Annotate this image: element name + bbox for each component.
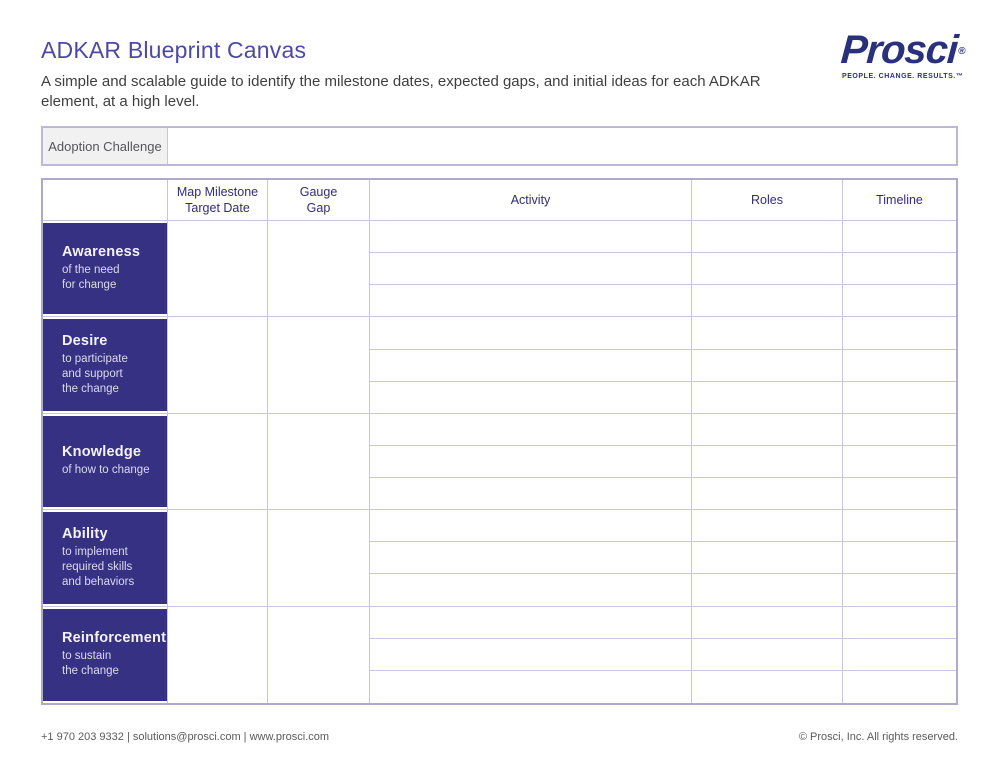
gauge-gap-cell-knowledge[interactable]	[268, 414, 370, 510]
column-header-line: Gauge	[299, 185, 338, 199]
column-header-line: Roles	[751, 193, 783, 207]
column-header-text	[511, 192, 551, 208]
roles-cell-ability-3[interactable]	[692, 574, 843, 606]
roles-cell-awareness-3[interactable]	[692, 285, 843, 317]
column-header-timeline	[843, 180, 956, 221]
column-header-line: Gap	[306, 201, 331, 215]
element-title: Knowledge	[62, 444, 142, 461]
column-header-line: Map Milestone	[176, 185, 259, 199]
timeline-cell-reinforcement-3[interactable]	[843, 671, 956, 703]
column-header-line: Activity	[510, 193, 551, 207]
activity-cell-desire-1[interactable]	[370, 317, 692, 349]
gauge-gap-cell-desire[interactable]	[268, 317, 370, 413]
milestone-date-cell-knowledge[interactable]	[168, 414, 268, 510]
prosci-tagline: PEOPLE. CHANGE. RESULTS.™	[841, 73, 964, 80]
roles-cell-ability-1[interactable]	[692, 510, 843, 542]
column-header-text	[876, 192, 923, 208]
roles-cell-knowledge-2[interactable]	[692, 446, 843, 478]
row-label-ability	[43, 510, 168, 606]
column-header-milestone	[168, 180, 268, 221]
column-header-roles	[692, 180, 843, 221]
gauge-gap-cell-awareness[interactable]	[268, 221, 370, 317]
row-label-desire	[43, 317, 168, 413]
blueprint-table	[41, 178, 958, 705]
timeline-cell-ability-2[interactable]	[843, 542, 956, 574]
adkar-element-awareness	[43, 223, 167, 314]
column-header-text	[751, 192, 783, 208]
element-description-line: the change	[62, 383, 119, 396]
activity-cell-desire-3[interactable]	[370, 382, 692, 414]
milestone-date-cell-ability[interactable]	[168, 510, 268, 606]
element-title: Ability	[62, 525, 108, 542]
column-header-gauge	[268, 180, 370, 221]
activity-cell-knowledge-2[interactable]	[370, 446, 692, 478]
row-label-reinforcement	[43, 607, 168, 703]
activity-cell-ability-1[interactable]	[370, 510, 692, 542]
activity-cell-ability-3[interactable]	[370, 574, 692, 606]
element-title: Awareness	[62, 244, 141, 261]
roles-cell-awareness-1[interactable]	[692, 221, 843, 253]
timeline-cell-awareness-3[interactable]	[843, 285, 956, 317]
element-description-line: the change	[62, 665, 119, 678]
element-description-line: and behaviors	[62, 575, 135, 588]
page-title: ADKAR Blueprint Canvas	[41, 37, 307, 63]
roles-cell-reinforcement-2[interactable]	[692, 639, 843, 671]
timeline-cell-knowledge-1[interactable]	[843, 414, 956, 446]
element-description-line: for change	[62, 279, 117, 292]
roles-cell-knowledge-1[interactable]	[692, 414, 843, 446]
timeline-cell-reinforcement-1[interactable]	[843, 607, 956, 639]
prosci-wordmark	[840, 30, 965, 70]
gauge-gap-cell-ability[interactable]	[268, 510, 370, 606]
prosci-logo	[841, 30, 964, 80]
activity-cell-knowledge-1[interactable]	[370, 414, 692, 446]
element-description-line: required skills	[62, 560, 133, 573]
activity-cell-awareness-2[interactable]	[370, 253, 692, 285]
element-description-line: and support	[62, 368, 123, 381]
footer-contact-info: +1 970 203 9332 | solutions@prosci.com | www.prosci.com	[41, 731, 330, 743]
adkar-element-knowledge	[43, 416, 167, 507]
adoption-challenge-row	[41, 126, 958, 166]
column-header-activity	[370, 180, 692, 221]
activity-cell-reinforcement-3[interactable]	[370, 671, 692, 703]
roles-cell-desire-1[interactable]	[692, 317, 843, 349]
timeline-cell-knowledge-3[interactable]	[843, 478, 956, 510]
adkar-element-reinforcement	[43, 609, 167, 701]
timeline-cell-awareness-1[interactable]	[843, 221, 956, 253]
activity-cell-awareness-1[interactable]	[370, 221, 692, 253]
gauge-gap-cell-reinforcement[interactable]	[268, 607, 370, 703]
element-description-line: of how to change	[62, 464, 150, 477]
milestone-date-cell-desire[interactable]	[168, 317, 268, 413]
row-label-knowledge	[43, 414, 168, 510]
column-header-element	[43, 180, 168, 221]
element-description-line: to participate	[62, 353, 128, 366]
prosci-wordmark-text: Prosci	[839, 28, 960, 72]
activity-cell-ability-2[interactable]	[370, 542, 692, 574]
adoption-challenge-input[interactable]	[168, 128, 956, 164]
activity-cell-knowledge-3[interactable]	[370, 478, 692, 510]
activity-cell-reinforcement-2[interactable]	[370, 639, 692, 671]
milestone-date-cell-reinforcement[interactable]	[168, 607, 268, 703]
column-header-line: Timeline	[876, 193, 923, 207]
roles-cell-desire-3[interactable]	[692, 382, 843, 414]
element-title: Reinforcement	[62, 630, 167, 647]
roles-cell-awareness-2[interactable]	[692, 253, 843, 285]
timeline-cell-desire-3[interactable]	[843, 382, 956, 414]
row-label-awareness	[43, 221, 168, 317]
element-title: Desire	[62, 333, 108, 350]
roles-cell-desire-2[interactable]	[692, 350, 843, 382]
timeline-cell-ability-1[interactable]	[843, 510, 956, 542]
activity-cell-desire-2[interactable]	[370, 350, 692, 382]
roles-cell-ability-2[interactable]	[692, 542, 843, 574]
activity-cell-reinforcement-1[interactable]	[370, 607, 692, 639]
adkar-element-ability	[43, 512, 167, 603]
roles-cell-reinforcement-1[interactable]	[692, 607, 843, 639]
timeline-cell-desire-1[interactable]	[843, 317, 956, 349]
registered-trademark-mark: ®	[958, 46, 966, 57]
adkar-element-desire	[43, 319, 167, 410]
column-header-text	[300, 184, 338, 216]
footer-copyright: © Prosci, Inc. All rights reserved.	[798, 731, 958, 743]
roles-cell-reinforcement-3[interactable]	[692, 671, 843, 703]
milestone-date-cell-awareness[interactable]	[168, 221, 268, 317]
column-header-text	[177, 184, 258, 216]
adoption-challenge-label: Adoption Challenge	[43, 128, 168, 164]
timeline-cell-ability-3[interactable]	[843, 574, 956, 606]
timeline-cell-reinforcement-2[interactable]	[843, 639, 956, 671]
element-description-line: of the need	[62, 264, 120, 277]
roles-cell-knowledge-3[interactable]	[692, 478, 843, 510]
column-header-line: Target Date	[185, 201, 250, 215]
timeline-cell-knowledge-2[interactable]	[843, 446, 956, 478]
timeline-cell-awareness-2[interactable]	[843, 253, 956, 285]
activity-cell-awareness-3[interactable]	[370, 285, 692, 317]
element-description-line: to sustain	[62, 650, 112, 663]
page-subtitle: A simple and scalable guide to identify the milestone dates, expected gaps, and initial ideas for each ADKAR element, at a high level.	[41, 73, 761, 110]
timeline-cell-desire-2[interactable]	[843, 350, 956, 382]
element-description-line: to implement	[62, 545, 128, 558]
